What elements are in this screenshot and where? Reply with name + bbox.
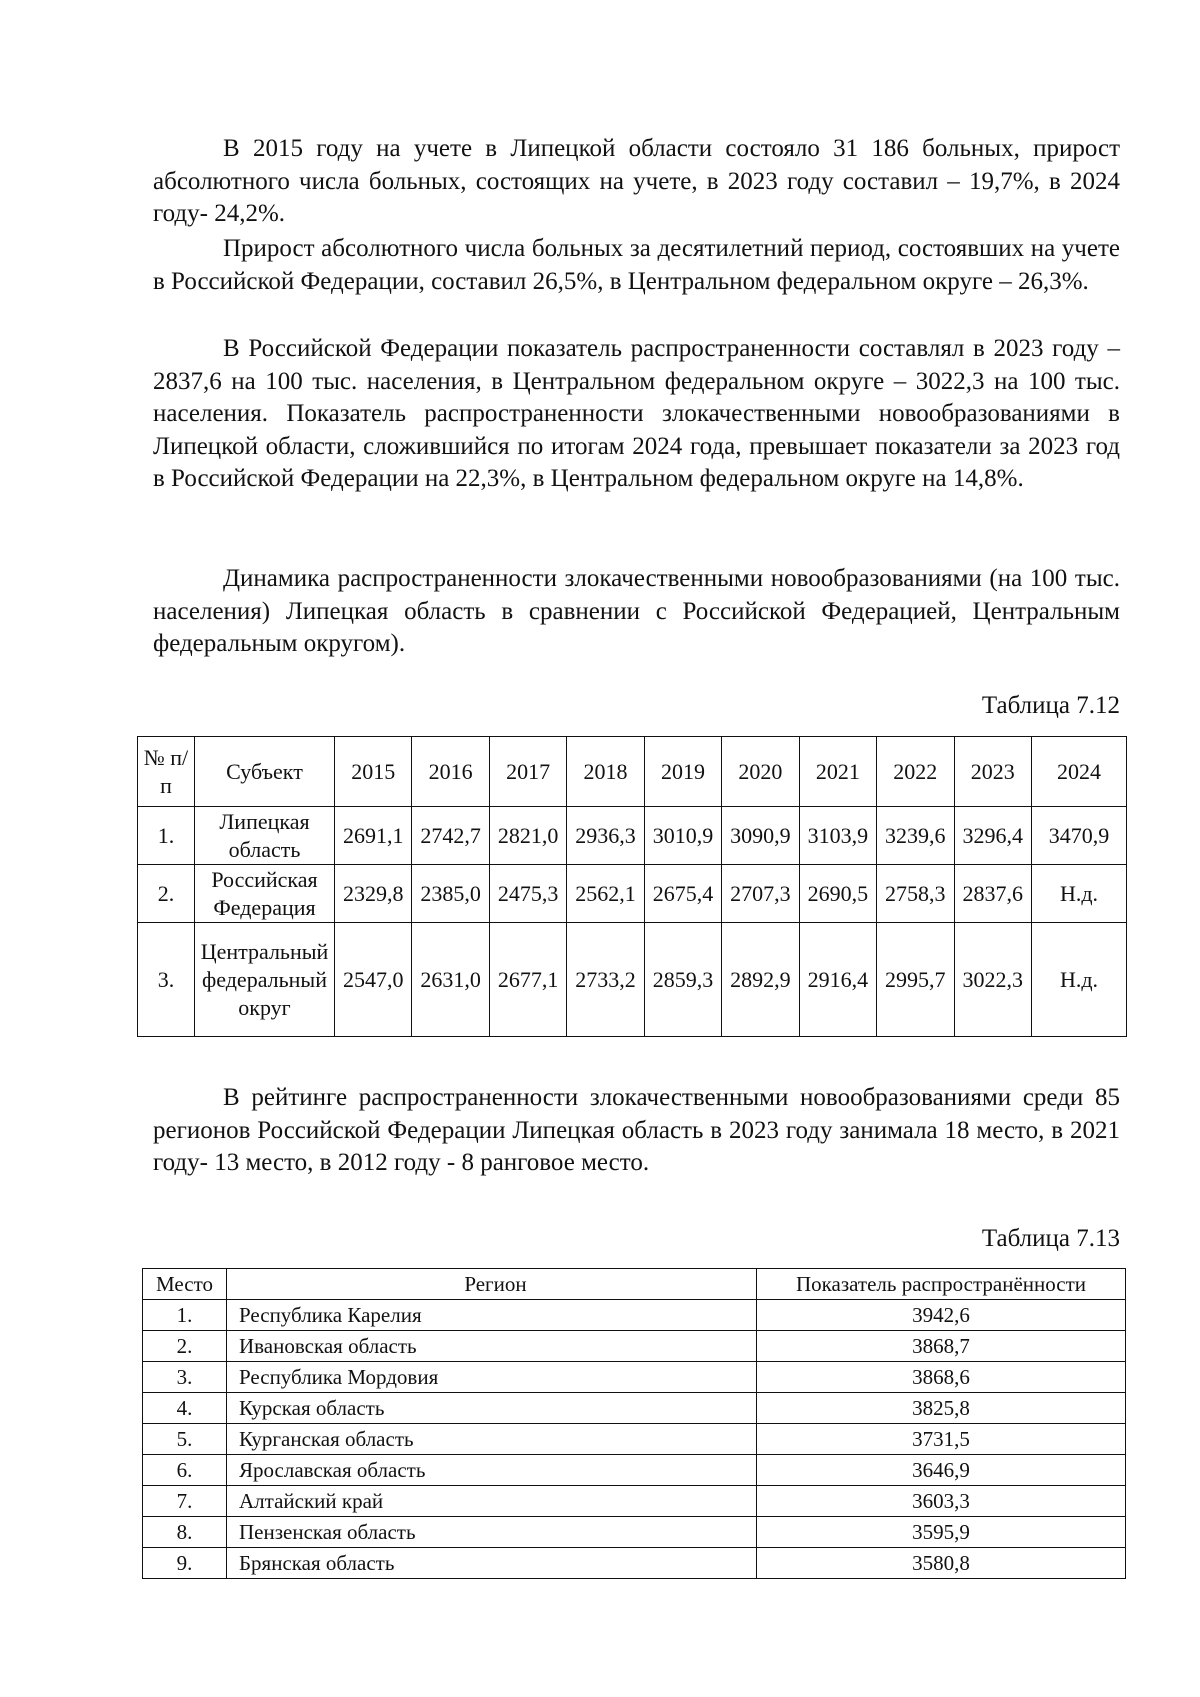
row-subject: Российская Федерация [195,865,335,923]
prevalence-cell: 3868,6 [757,1362,1126,1393]
region-cell: Ярославская область [227,1455,757,1486]
prevalence-dynamics-table [137,736,1127,1037]
col-header-year: 2018 [567,737,644,807]
region-cell: Республика Мордовия [227,1362,757,1393]
col-header-year: 2023 [954,737,1032,807]
table-header-row [138,737,1127,807]
col-header-prevalence: Показатель распространённости [757,1269,1126,1300]
prevalence-cell: 3825,8 [757,1393,1126,1424]
value-cell: 3239,6 [877,807,954,865]
region-cell: Брянская область [227,1548,757,1579]
table-row [143,1455,1126,1486]
table-row [138,923,1127,1037]
col-header-region: Регион [227,1269,757,1300]
col-header-year: 2016 [412,737,489,807]
paragraph-4: Динамика распространенности злокачественными новообразованиями (на 100 тыс. населения) Липецкая область в сравнении с Российской Федерацией, Центральным федеральным округом). [153,565,1120,657]
value-cell: 2690,5 [799,865,876,923]
region-cell: Алтайский край [227,1486,757,1517]
table-row [138,807,1127,865]
place-cell: 6. [143,1455,227,1486]
paragraph-3: В Российской Федерации показатель распространенности составлял в 2023 году – 2837,6 на 100 тыс. населения, в Центральном федеральном округе – 3022,3 на 100 тыс. населения. Показатель распространенности злокачественными новообразованиями в Липецкой области, сложившийся по итогам 2024 года, превышает показатели за 2023 год в Российской Федерации на 22,3%, в Центральном федеральном округе на 14,8%. [153,335,1120,492]
col-header-place: Место [143,1269,227,1300]
col-header-year: 2020 [722,737,799,807]
prevalence-cell: 3580,8 [757,1548,1126,1579]
row-number: 3. [138,923,195,1037]
value-cell: Н.д. [1032,865,1127,923]
region-cell: Курганская область [227,1424,757,1455]
value-cell: 2677,1 [489,923,566,1037]
paragraph-5: В рейтинге распространенности злокачественными новообразованиями среди 85 регионов Российской Федерации Липецкая область в 2023 году занимала 18 место, в 2021 году- 13 место, в 2012 году - 8 ранговое место. [153,1084,1120,1176]
table-row [143,1300,1126,1331]
value-cell: 2547,0 [335,923,412,1037]
table-row [143,1362,1126,1393]
table-7-13-caption: Таблица 7.13 [981,1225,1120,1252]
table-header-row [143,1269,1126,1300]
table-row [143,1486,1126,1517]
table-7-12-caption: Таблица 7.12 [981,692,1120,719]
prevalence-cell: 3603,3 [757,1486,1126,1517]
place-cell: 2. [143,1331,227,1362]
table-row [143,1424,1126,1455]
region-cell: Республика Карелия [227,1300,757,1331]
value-cell: 2995,7 [877,923,954,1037]
place-cell: 5. [143,1424,227,1455]
value-cell: 2892,9 [722,923,799,1037]
region-cell: Ивановская область [227,1331,757,1362]
place-cell: 3. [143,1362,227,1393]
col-header-number: № п/п [138,737,195,807]
value-cell: 2916,4 [799,923,876,1037]
table-row [143,1393,1126,1424]
value-cell: 2562,1 [567,865,644,923]
table-row [143,1331,1126,1362]
table-row [143,1517,1126,1548]
region-cell: Курская область [227,1393,757,1424]
value-cell: 2936,3 [567,807,644,865]
col-header-year: 2022 [877,737,954,807]
col-header-year: 2015 [335,737,412,807]
value-cell: 2385,0 [412,865,489,923]
value-cell: 2329,8 [335,865,412,923]
value-cell: 2742,7 [412,807,489,865]
value-cell: 2733,2 [567,923,644,1037]
value-cell: 3022,3 [954,923,1032,1037]
paragraph-1: В 2015 году на учете в Липецкой области состояло 31 186 больных, прирост абсолютного числа больных, состоящих на учете, в 2023 году составил – 19,7%, в 2024 году- 24,2%. [153,135,1120,227]
place-cell: 8. [143,1517,227,1548]
row-number: 1. [138,807,195,865]
col-header-year: 2017 [489,737,566,807]
value-cell: 2675,4 [644,865,721,923]
value-cell: 3010,9 [644,807,721,865]
region-cell: Пензенская область [227,1517,757,1548]
value-cell: 2758,3 [877,865,954,923]
table-row [143,1548,1126,1579]
col-header-subject: Субъект [195,737,335,807]
value-cell: 2837,6 [954,865,1032,923]
value-cell: 3470,9 [1032,807,1127,865]
prevalence-cell: 3646,9 [757,1455,1126,1486]
prevalence-cell: 3595,9 [757,1517,1126,1548]
paragraph-2: Прирост абсолютного числа больных за десятилетний период, состоявших на учете в Российской Федерации, составил 26,5%, в Центральном федеральном округе – 26,3%. [153,235,1120,295]
place-cell: 4. [143,1393,227,1424]
value-cell: 2821,0 [489,807,566,865]
value-cell: 3103,9 [799,807,876,865]
value-cell: Н.д. [1032,923,1127,1037]
table-row [138,865,1127,923]
place-cell: 1. [143,1300,227,1331]
value-cell: 2475,3 [489,865,566,923]
value-cell: 2631,0 [412,923,489,1037]
regions-ranking-table [142,1268,1126,1579]
row-subject: Липецкая область [195,807,335,865]
col-header-year: 2021 [799,737,876,807]
value-cell: 3090,9 [722,807,799,865]
prevalence-cell: 3942,6 [757,1300,1126,1331]
value-cell: 2691,1 [335,807,412,865]
prevalence-cell: 3731,5 [757,1424,1126,1455]
place-cell: 9. [143,1548,227,1579]
value-cell: 3296,4 [954,807,1032,865]
place-cell: 7. [143,1486,227,1517]
prevalence-cell: 3868,7 [757,1331,1126,1362]
value-cell: 2859,3 [644,923,721,1037]
row-subject: Центральный федеральный округ [195,923,335,1037]
col-header-year: 2019 [644,737,721,807]
row-number: 2. [138,865,195,923]
col-header-year: 2024 [1032,737,1127,807]
value-cell: 2707,3 [722,865,799,923]
